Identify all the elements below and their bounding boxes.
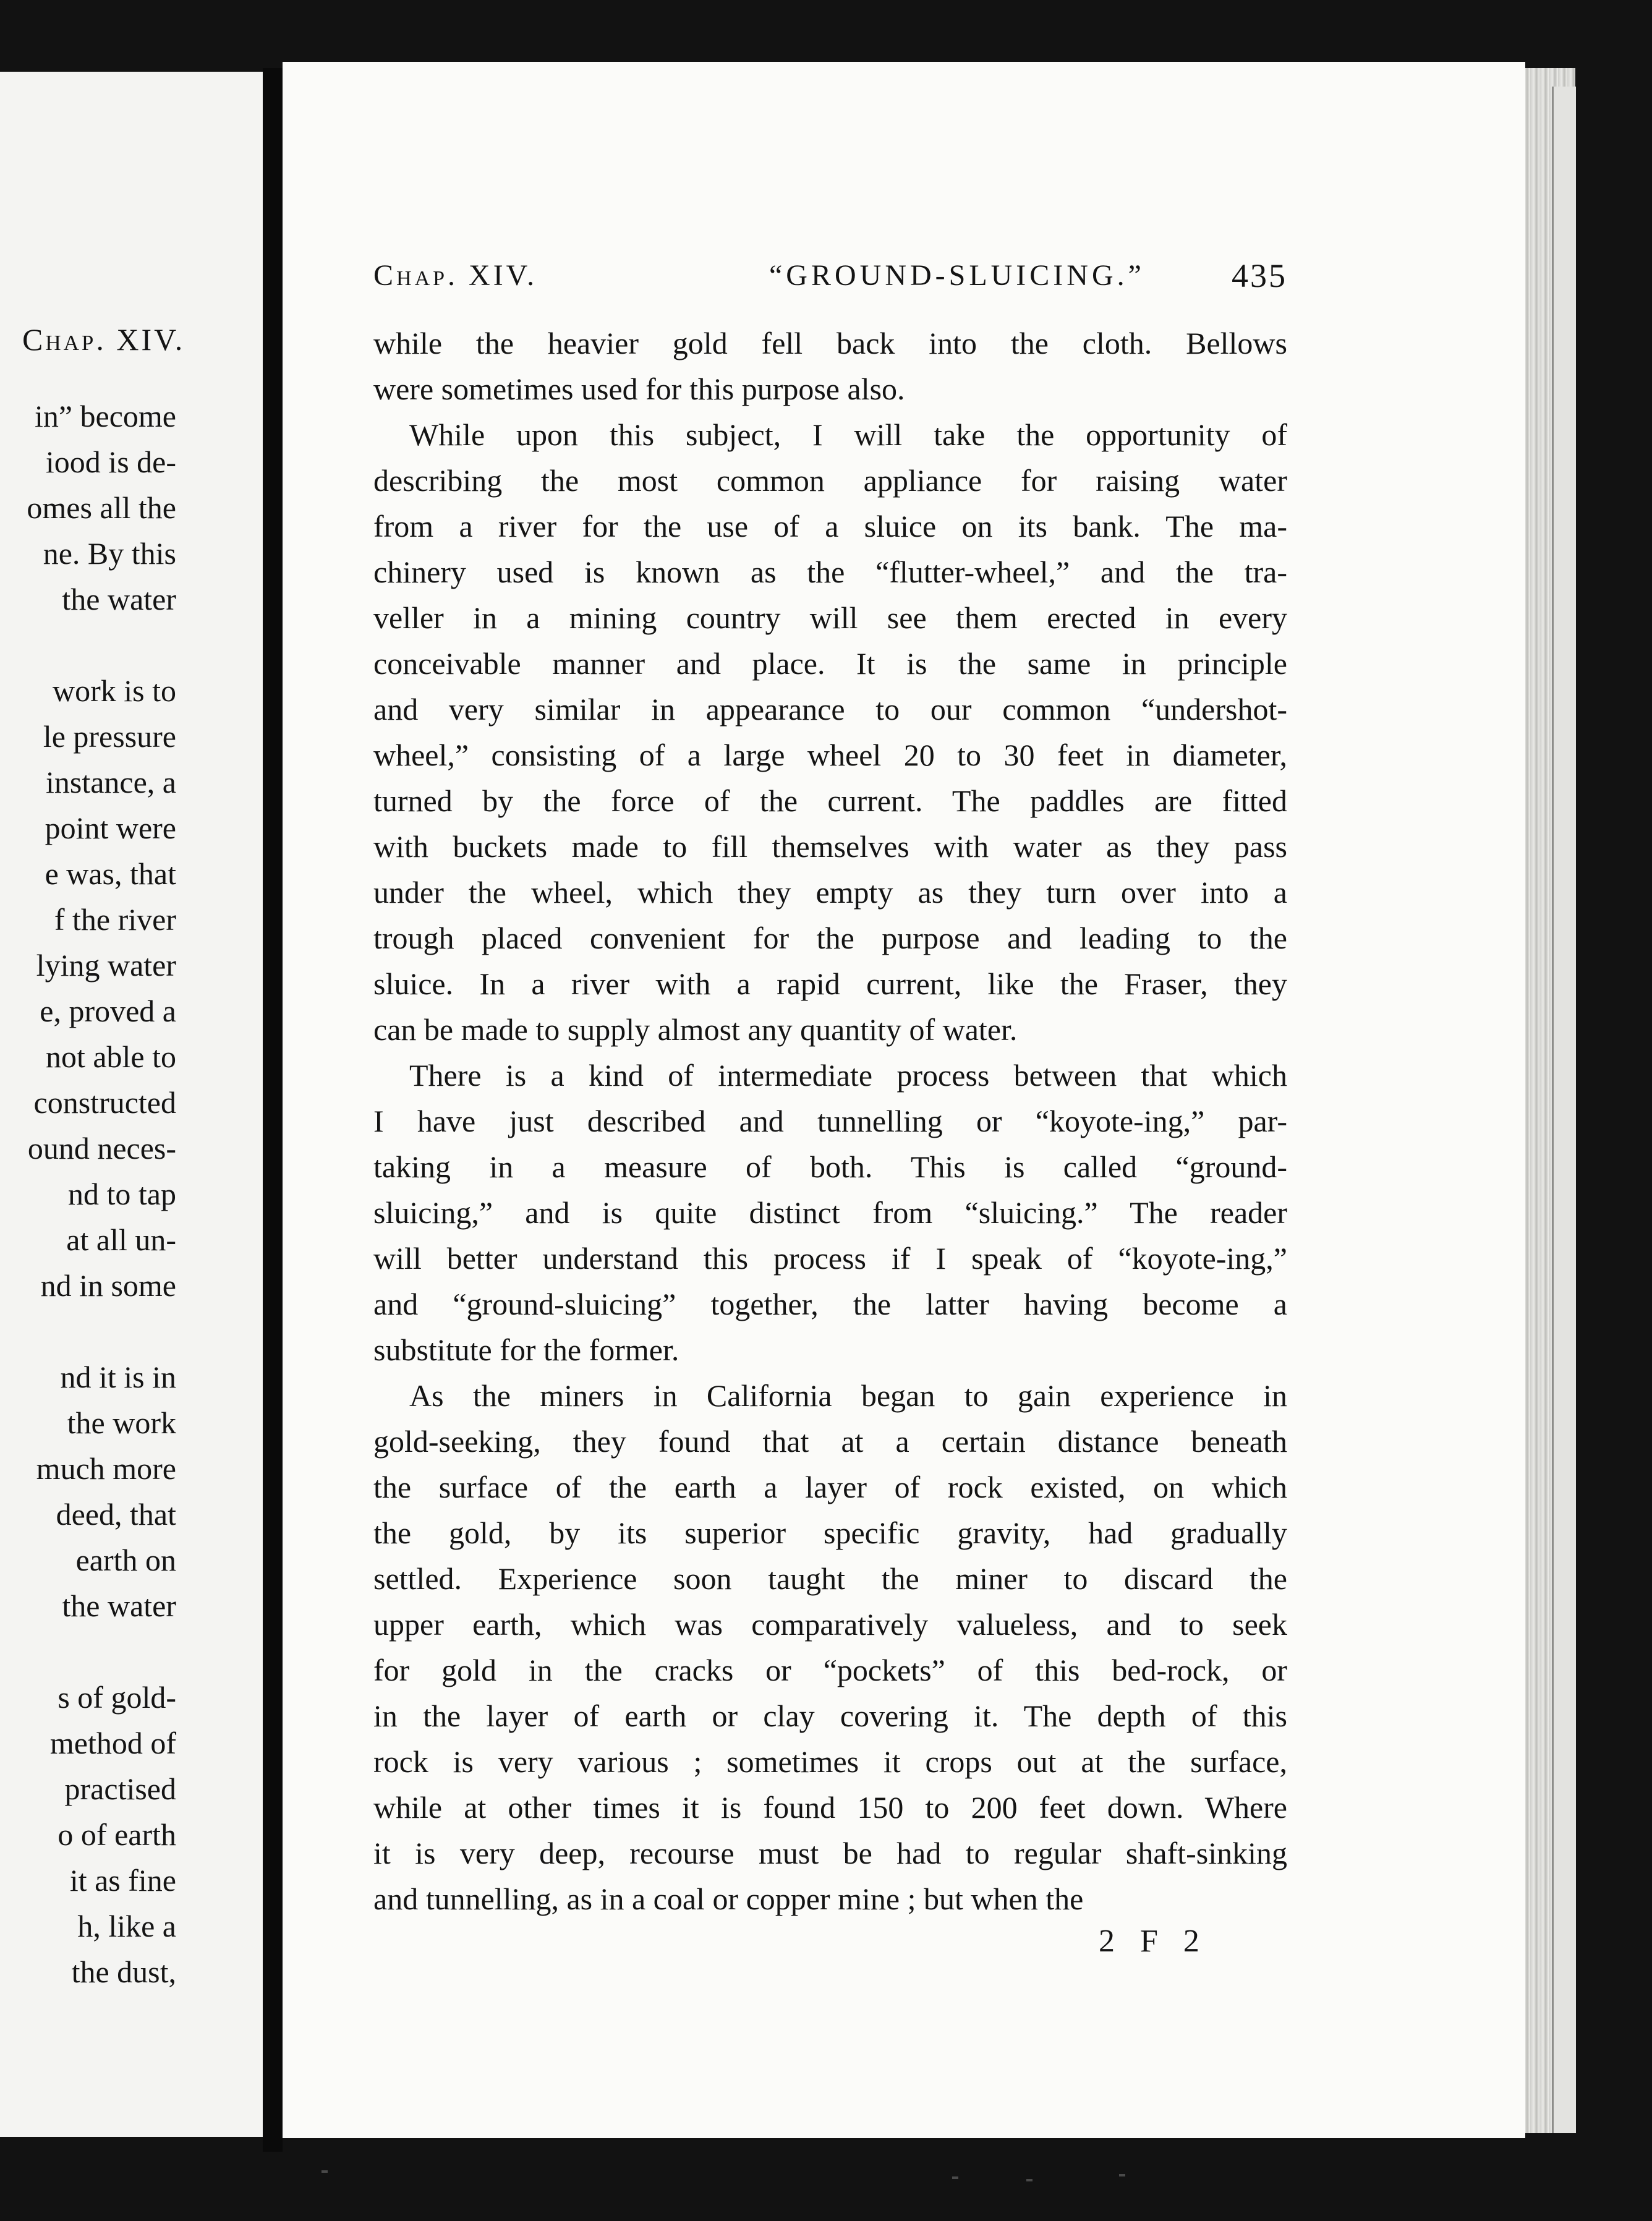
left-page-line: practised [64,1771,176,1806]
text-line: under the wheel, which they empty as they turn over into a [373,875,1287,910]
text-line: were sometimes used for this purpose also. [373,372,905,406]
text-line: and very similar in appearance to our common “undershot- [373,692,1287,727]
left-page-line: point were [45,811,176,845]
scan-specks [297,2158,1348,2195]
left-page-line: lying water [36,948,176,983]
text-line: As the miners in California began to gain experience in [409,1378,1287,1413]
text-line: chinery used is known as the “flutter-wheel,” and the tra- [373,555,1287,589]
left-page-line: the dust, [71,1955,176,1989]
text-line: sluicing,” and is quite distinct from “sluicing.” The reader [373,1195,1287,1230]
left-page-line: s of gold- [57,1680,176,1715]
left-page-line: deed, that [56,1497,176,1532]
text-line: turned by the force of the current. The paddles are fitted [373,783,1287,818]
left-page-line: nd in some [40,1268,176,1303]
left-page-line: ound neces- [27,1131,176,1166]
text-line: There is a kind of intermediate process between that which [409,1058,1287,1093]
left-page-line: in” become [34,399,176,433]
text-line: with buckets made to fill themselves with water as they pass [373,829,1287,864]
left-page-line: e was, that [45,856,176,891]
text-line: substitute for the former. [373,1332,679,1367]
left-page-line: not able to [45,1039,176,1074]
page-number: 435 [1232,257,1287,294]
text-line: upper earth, which was comparatively valueless, and to seek [373,1607,1287,1642]
text-line: conceivable manner and place. It is the same in principle [373,646,1287,681]
left-page-line: method of [49,1726,176,1760]
text-line: it is very deep, recourse must be had to regular shaft-sinking [373,1836,1287,1870]
text-line: wheel,” consisting of a large wheel 20 to 30 feet in diameter, [373,738,1287,772]
left-page-line: much more [36,1451,176,1486]
text-line: trough placed convenient for the purpose and leading to the [373,921,1287,955]
chapter-label: Chap. XIV. [373,259,538,292]
text-line: describing the most common appliance for raising water [373,463,1287,498]
text-line: in the layer of earth or clay covering it. The depth of this [373,1699,1287,1733]
text-line: and tunnelling, as in a coal or copper mine ; but when the [373,1882,1084,1916]
text-line: sluice. In a river with a rapid current, like the Fraser, they [373,966,1287,1001]
left-page-line: earth on [75,1543,176,1577]
text-line: the gold, by its superior specific gravity, had gradually [373,1515,1287,1550]
text-line: While upon this subject, I will take the opportunity of [409,417,1287,452]
page-header [373,252,1287,299]
left-page-line: ne. By this [43,536,176,571]
page-edge-strip [1552,87,1576,2133]
text-line: will better understand this process if I speak of “koyote-ing,” [373,1241,1287,1276]
left-page-line: the water [62,1588,176,1623]
left-page-line: nd it is in [60,1360,176,1394]
paragraph [373,320,1287,412]
left-page-line: iood is de- [45,445,176,479]
left-page-line: work is to [53,673,176,708]
text-line: while at other times it is found 150 to 200 feet down. Where [373,1790,1287,1825]
signature-mark: 2 F 2 [1099,1924,1208,1959]
text-line: can be made to supply almost any quantity of water. [373,1012,1018,1047]
left-page-line: omes all the [27,490,176,525]
left-page-line: nd to tap [68,1177,176,1211]
left-page-line: h, like a [77,1909,176,1943]
text-line: for gold in the cracks or “pockets” of this bed-rock, or [373,1653,1287,1687]
left-page-line: it as fine [69,1863,176,1898]
text-line: while the heavier gold fell back into the cloth. Bellows [373,326,1287,360]
text-line: settled. Experience soon taught the miner to discard the [373,1561,1287,1596]
left-page-line: the work [67,1405,176,1440]
right-page [283,62,1525,2138]
left-page-line: at all un- [66,1222,176,1257]
running-title: “GROUND-SLUICING.” [769,259,1145,292]
text-line: and “ground-sluicing” together, the latter having become a [373,1287,1287,1321]
left-page-line: o of earth [57,1817,176,1852]
left-page [0,72,263,2137]
paragraph [373,1052,1287,1373]
paragraph [373,1373,1287,1922]
text-line: gold-seeking, they found that at a certain distance beneath [373,1424,1287,1459]
left-page-line: constructed [33,1085,176,1120]
left-page-line: e, proved a [40,994,176,1028]
left-page-line: the water [62,582,176,616]
text-line: from a river for the use of a sluice on its bank. The ma- [373,509,1287,544]
text-line: I have just described and tunnelling or “koyote-ing,” par- [373,1104,1287,1138]
text-line: rock is very various ; sometimes it crops out at the surface, [373,1744,1287,1779]
left-page-line: instance, a [45,765,176,799]
body-text [373,320,1287,1922]
left-page-line: f the river [54,902,176,937]
text-line: taking in a measure of both. This is called “ground- [373,1149,1287,1184]
text-line: veller in a mining country will see them erected in every [373,600,1287,635]
book-gutter [263,68,283,2152]
left-page-line: le pressure [43,719,176,754]
left-page-header: Chap. XIV. [22,322,185,357]
paragraph [373,412,1287,1052]
text-line: the surface of the earth a layer of rock existed, on which [373,1470,1287,1504]
